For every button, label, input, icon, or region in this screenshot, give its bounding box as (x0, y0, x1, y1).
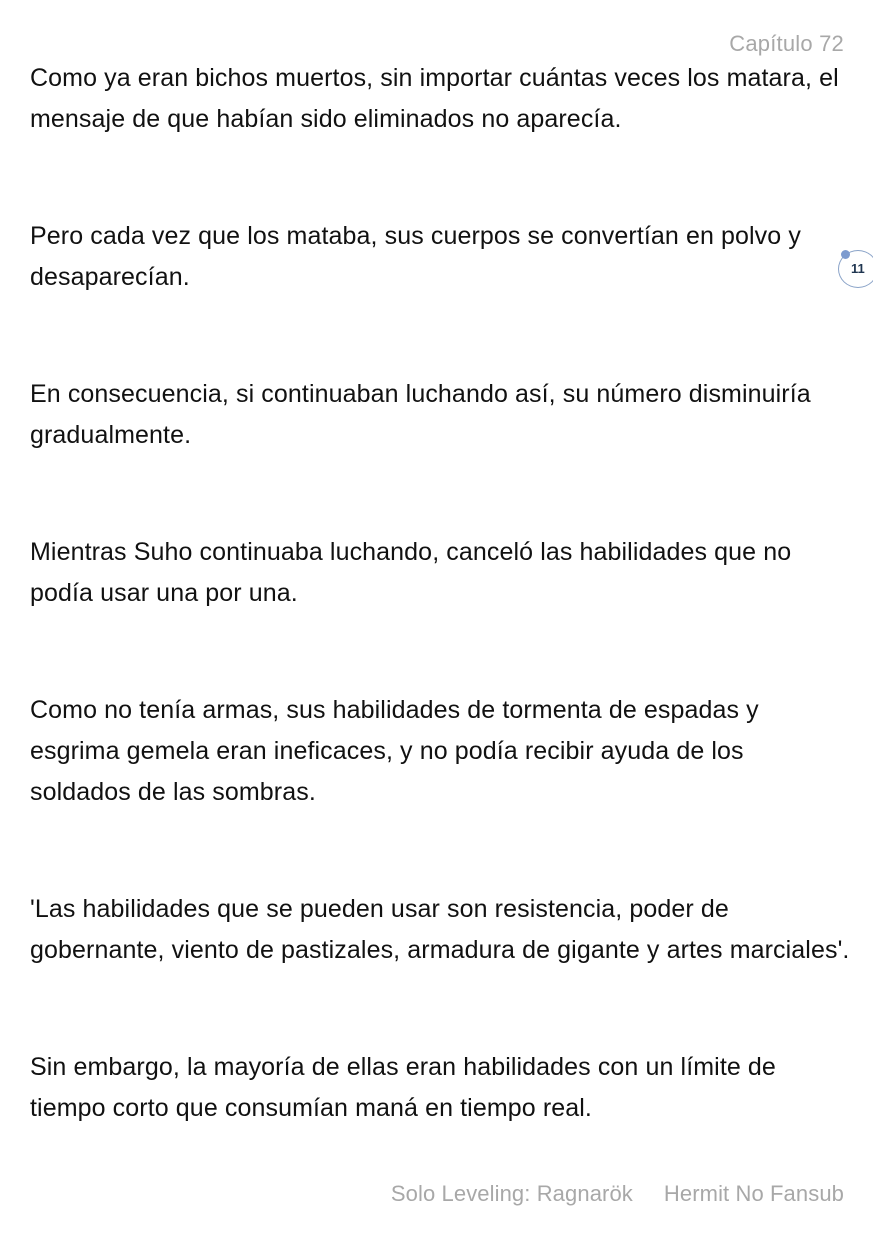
paragraph: Sin embargo, la mayoría de ellas eran habilidades con un límite de tiempo corto que consumían maná en tiempo real. (30, 1053, 776, 1122)
paragraph: 'Las habilidades que se pueden usar son resistencia, poder de gobernante, viento de pastizales, armadura de gigante y artes marciales'. (30, 895, 850, 964)
chapter-title: Capítulo 72 (729, 31, 844, 56)
paragraph: Como no tenía armas, sus habilidades de tormenta de espadas y esgrima gemela eran ineficaces, y no podía recibir ayuda de los soldados de las sombras. (30, 696, 759, 806)
translator-credit: Hermit No Fansub (663, 1181, 844, 1206)
page-footer (391, 1181, 844, 1207)
paragraph: En consecuencia, si continuaban luchando así, su número disminuiría gradualmente. (30, 380, 811, 449)
paragraph-comment-badge[interactable] (838, 250, 873, 288)
comment-indicator-dot-icon (841, 250, 850, 259)
paragraph: Pero cada vez que los mataba, sus cuerpos se convertían en polvo y desaparecían. (30, 222, 801, 291)
comment-count: 11 (851, 261, 865, 276)
paragraph: Mientras Suho continuaba luchando, canceló las habilidades que no podía usar una por una. (30, 538, 792, 607)
chapter-content (30, 58, 850, 1129)
series-title: Solo Leveling: Ragnarök (390, 1181, 633, 1206)
paragraph: Como ya eran bichos muertos, sin importar cuántas veces los matara, el mensaje de que habían sido eliminados no aparecía. (30, 64, 839, 133)
